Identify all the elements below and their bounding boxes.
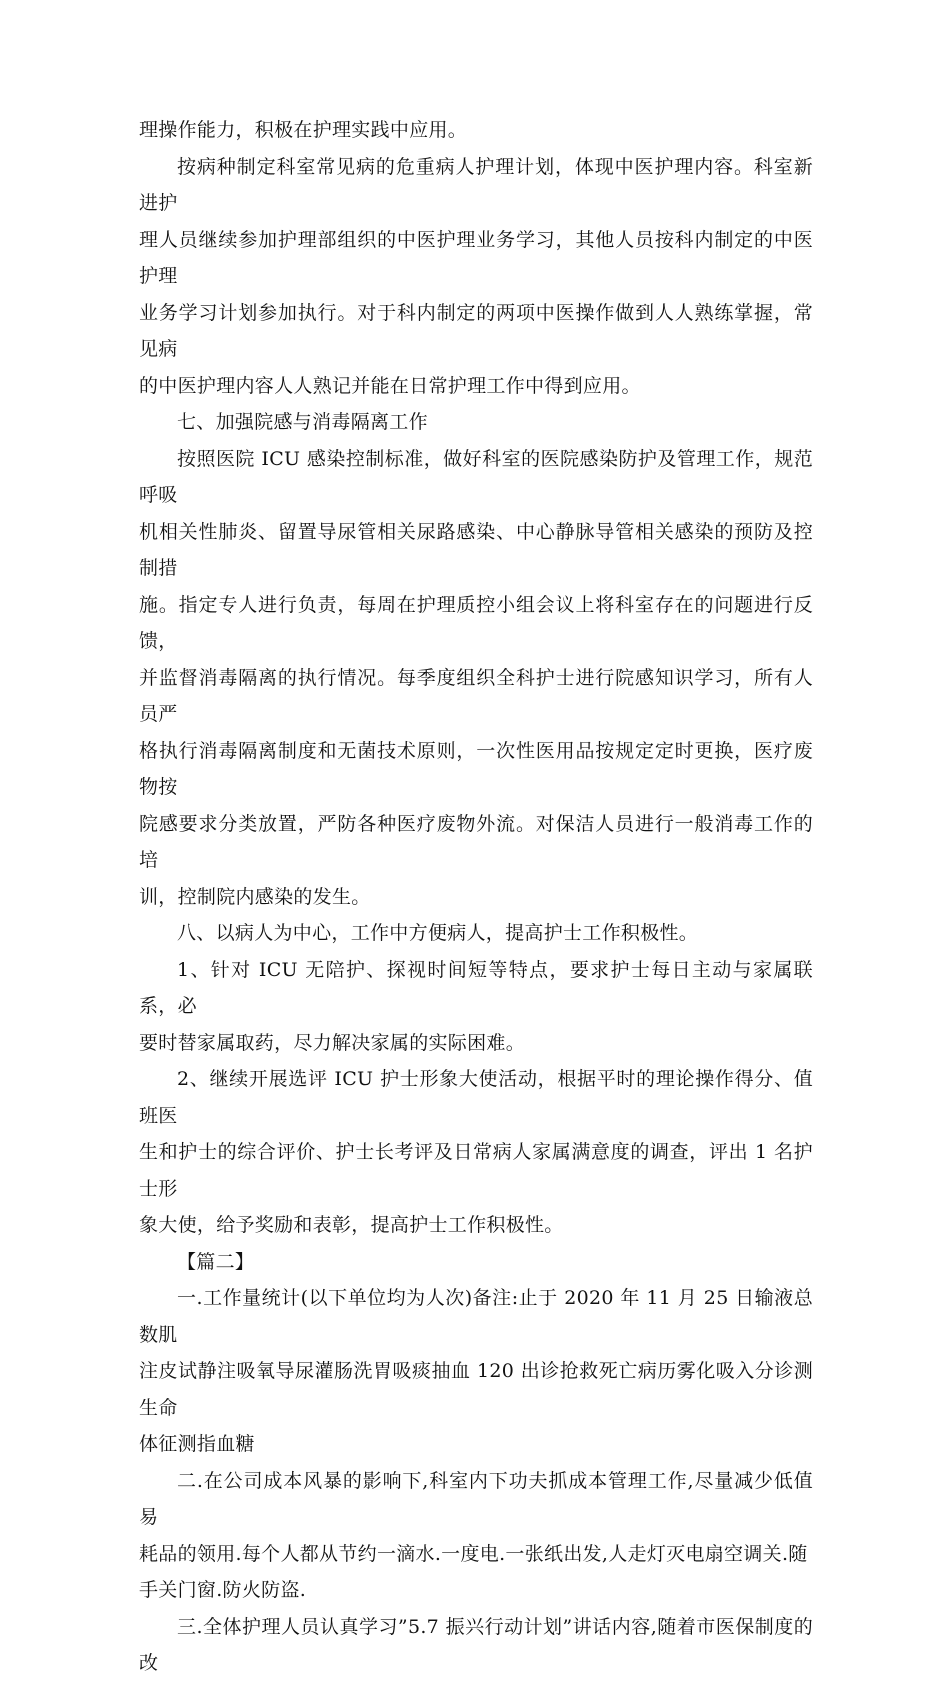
paragraph: 理操作能力，积极在护理实践中应用。 [139, 119, 468, 141]
paragraph: 一.工作量统计(以下单位均为人次)备注:止于 2020 年 11 月 25 日输液总数肌 注皮试静注吸氧导尿灌肠洗胃吸痰抽血 120 出诊抢救死亡病历雾化吸入分诊测生命 体征测指血糖 [139, 1287, 813, 1455]
paragraph: 1、针对 ICU 无陪护、探视时间短等特点，要求护士每日主动与家属联系，必 要时替家属取药，尽力解决家属的实际困难。 [139, 958, 813, 1054]
document-body [139, 112, 813, 1682]
paragraph: 二.在公司成本风暴的影响下,科室内下功夫抓成本管理工作,尽量减少低值易 耗品的领用.每个人都从节约一滴水.一度电.一张纸出发,人走灯灭电扇空调关.随 手关门窗.防火防盗. [139, 1469, 813, 1601]
paragraph: 按病种制定科室常见病的危重病人护理计划，体现中医护理内容。科室新进护 理人员继续参加护理部组织的中医护理业务学习，其他人员按科内制定的中医护理 业务学习计划参加执行。对于科内制定的两项中医操作做到人人熟练掌握，常见病 的中医护理内容人人熟记并能在日常护理工作中得到应用。 [139, 155, 813, 397]
section-heading: 七、加强院感与消毒隔离工作 [177, 411, 428, 433]
paragraph: 2、继续开展选评 ICU 护士形象大使活动，根据平时的理论操作得分、值班医 生和护士的综合评价、护士长考评及日常病人家属满意度的调查，评出 1 名护士形 象大使，给予奖励和表彰，提高护士工作积极性。 [139, 1068, 813, 1236]
section-heading: 八、以病人为中心，工作中方便病人，提高护士工作积极性。 [177, 922, 699, 944]
paragraph: 按照医院 ICU 感染控制标准，做好科室的医院感染防护及管理工作，规范呼吸 机相关性肺炎、留置导尿管相关尿路感染、中心静脉导管相关感染的预防及控制措 施。指定专人进行负责，每周在护理质控小组会议上将科室存在的问题进行反馈， 并监督消毒隔离的执行情况。每季度组织全科护士进行院感知识学习，所有人员严 格执行消毒隔离制度和无菌技术原则，一次性医用品按规定定时更换，医疗废物按 院感要求分类放置，严防各种医疗废物外流。对保洁人员进行一般消毒工作的培 训，控制院内感染的发生。 [139, 447, 813, 908]
paragraph: 三.全体护理人员认真学习”5.7 振兴行动计划”讲话内容,随着市医保制度的改 [139, 1615, 813, 1674]
part-heading: 【篇二】 [177, 1250, 255, 1273]
